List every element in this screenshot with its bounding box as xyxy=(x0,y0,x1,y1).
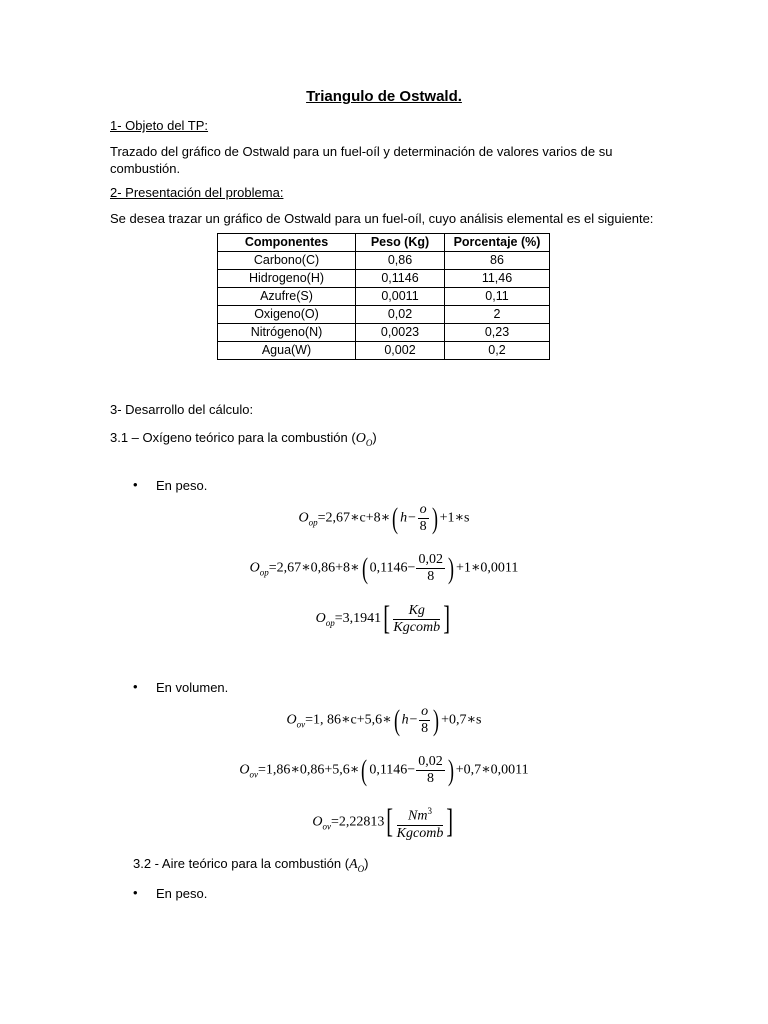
section-1-heading: 1- Objeto del TP: xyxy=(110,118,209,133)
section-3-heading: 3- Desarrollo del cálculo: xyxy=(110,402,254,417)
table-row xyxy=(218,270,550,288)
bullet-icon: • xyxy=(133,679,138,694)
equation-oop-result: $O_{op}=3,1941$[ $\frac{Kg}{\text{Kgcomb}}$ ] xyxy=(315,600,451,637)
table-cell: Agua(W) xyxy=(218,342,356,360)
table-header: Porcentaje (%) xyxy=(445,234,550,252)
table-cell: Oxigeno(O) xyxy=(218,306,356,324)
table-row xyxy=(218,342,550,360)
table-cell: 2 xyxy=(445,306,550,324)
section-2-heading: 2- Presentación del problema: xyxy=(110,185,284,200)
table-cell: 86 xyxy=(445,252,550,270)
bullet-label-volumen: En volumen. xyxy=(156,680,229,695)
document-title: Triangulo de Ostwald. xyxy=(306,88,462,105)
equation-oop-formula: $O_{op}=2,67∗c+8∗$( h− $\frac{o}{8}$ ) +1∗s xyxy=(298,501,470,535)
table-cell: Azufre(S) xyxy=(218,288,356,306)
oxygen-symbol: $O_O$ xyxy=(355,431,373,448)
table-row xyxy=(218,288,550,306)
air-symbol: $A_O$ xyxy=(349,857,365,874)
table-cell: 11,46 xyxy=(445,270,550,288)
subsection-3-2-heading: 3.2 - Aire teórico para la combustión $(A_O)$ xyxy=(133,856,369,874)
section-1-text: Trazado del gráfico de Ostwald para un fuel-oíl y determinación de valores varios de su combustión. xyxy=(110,144,613,176)
table-cell: Nitrógeno(N) xyxy=(218,324,356,342)
equation-oov-substituted: $O_{ov}=1,86∗0,86+5,6∗$( 0,1146− $\frac{0,02}{8}$ ) +0,7∗0,0011 xyxy=(239,753,529,787)
bullet-label-peso-2: En peso. xyxy=(156,886,208,901)
bullet-icon: • xyxy=(133,477,138,492)
equation-oop-substituted: $O_{op}=2,67∗0,86+8∗$( 0,1146− $\frac{0,02}{8}$ ) +1∗0,0011 xyxy=(249,551,519,585)
table-header: Componentes xyxy=(218,234,356,252)
table-cell: 0,0023 xyxy=(356,324,445,342)
section-2-text: Se desea trazar un gráfico de Ostwald para un fuel-oíl, cuyo análisis elemental es el siguiente: xyxy=(110,211,654,226)
table-cell: Hidrogeno(H) xyxy=(218,270,356,288)
table-header: Peso (Kg) xyxy=(356,234,445,252)
table-cell: 0,2 xyxy=(445,342,550,360)
table-cell: 0,86 xyxy=(356,252,445,270)
subsection-3-2-text: 3.2 - Aire teórico para la combustión ( xyxy=(133,856,350,871)
table-cell: 0,02 xyxy=(356,306,445,324)
equation-oov-result: $O_{ov}=2,22813$[ $\frac{Nm^3}{\text{Kgcomb}}$ ] xyxy=(312,803,454,841)
bullet-label-peso: En peso. xyxy=(156,478,208,493)
table-cell: 0,0011 xyxy=(356,288,445,306)
table-row xyxy=(218,252,550,270)
table-row xyxy=(218,324,550,342)
subsection-3-1-heading: 3.1 – Oxígeno teórico para la combustión $(O_O)$ xyxy=(110,430,377,448)
table-cell: 0,1146 xyxy=(356,270,445,288)
composition-table xyxy=(217,233,550,360)
table-row xyxy=(218,306,550,324)
table-cell: 0,23 xyxy=(445,324,550,342)
table-cell: 0,11 xyxy=(445,288,550,306)
subsection-3-1-text: 3.1 – Oxígeno teórico para la combustión ( xyxy=(110,430,356,445)
table-cell: 0,002 xyxy=(356,342,445,360)
bullet-icon: • xyxy=(133,885,138,900)
equation-oov-formula: $O_{ov}=1$, 86∗c+5,6∗( h− $\frac{o}{8}$ ) +0,7∗s xyxy=(286,703,482,737)
table-cell: Carbono(C) xyxy=(218,252,356,270)
table-header-row xyxy=(218,234,550,252)
